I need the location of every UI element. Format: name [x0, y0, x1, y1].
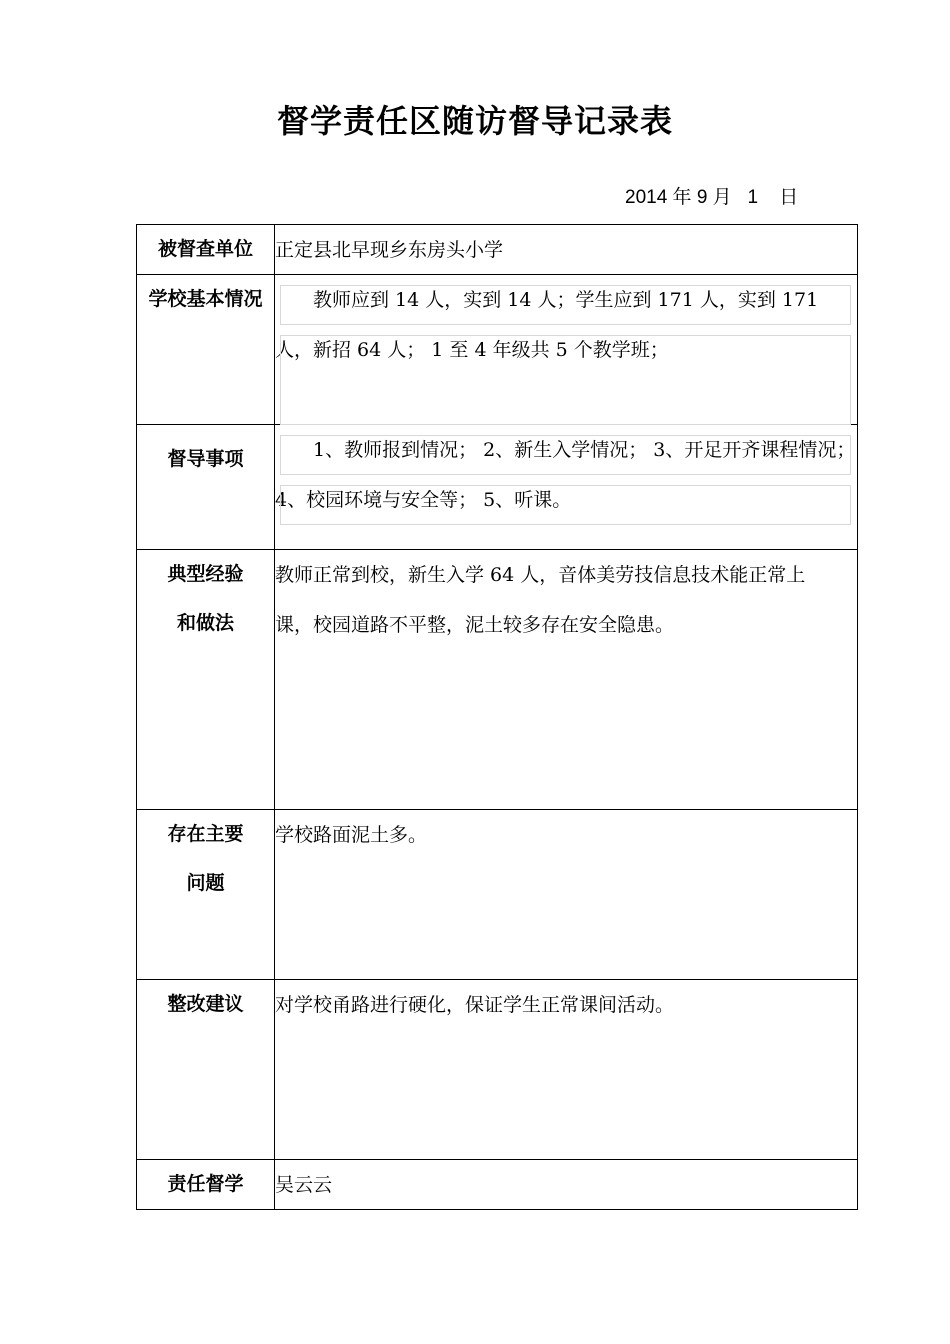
row-label-supervised-unit: 被督查单位	[137, 225, 275, 275]
table-row	[137, 980, 858, 1160]
record-date: 2014 年 9 月 1 日	[625, 187, 799, 208]
table-row	[137, 225, 858, 275]
main-problems-text: 学校路面泥土多。	[275, 824, 428, 846]
row-label-school-basics: 学校基本情况	[137, 275, 275, 425]
school-basics-value	[275, 275, 858, 425]
main-problems-value	[275, 810, 858, 980]
table-row	[137, 550, 858, 810]
table-row	[137, 1160, 858, 1210]
row-label-main-problems: 存在主要问题	[137, 810, 275, 980]
responsible-inspector-value	[275, 1160, 858, 1210]
supervised-unit-text: 正定县北早现乡东房头小学	[275, 238, 504, 261]
row-label-supervision-items: 督导事项	[137, 425, 275, 550]
typical-experience-value	[275, 550, 858, 810]
row-label-typical-experience: 典型经验和做法	[137, 550, 275, 810]
supervision-items-text: 1、教师报到情况； 2、新生入学情况； 3、开足开齐课程情况； 4、校园环境与安全等； 5、听课。	[275, 439, 856, 511]
row-label-responsible-inspector: 责任督学	[137, 1160, 275, 1210]
table-row	[137, 275, 858, 425]
supervision-record-table	[136, 224, 858, 1210]
table-row	[137, 425, 858, 550]
school-basics-text: 教师应到 14 人，实到 14 人；学生应到 171 人，实到 171 人，新招 64 人； 1 至 4 年级共 5 个教学班；	[275, 289, 819, 361]
supervised-unit-value	[275, 225, 858, 275]
row-label-rectification: 整改建议	[137, 980, 275, 1160]
rectification-value	[275, 980, 858, 1160]
rectification-text: 对学校甬路进行硬化，保证学生正常课间活动。	[275, 994, 675, 1016]
supervision-items-value	[275, 425, 858, 550]
document-title: 督学责任区随访督导记录表	[276, 102, 673, 140]
responsible-inspector-text: 吴云云	[275, 1173, 333, 1196]
table-row	[137, 810, 858, 980]
typical-experience-text: 教师正常到校，新生入学 64 人，音体美劳技信息技术能正常上课，校园道路不平整，泥土较多存在安全隐患。	[275, 564, 806, 636]
